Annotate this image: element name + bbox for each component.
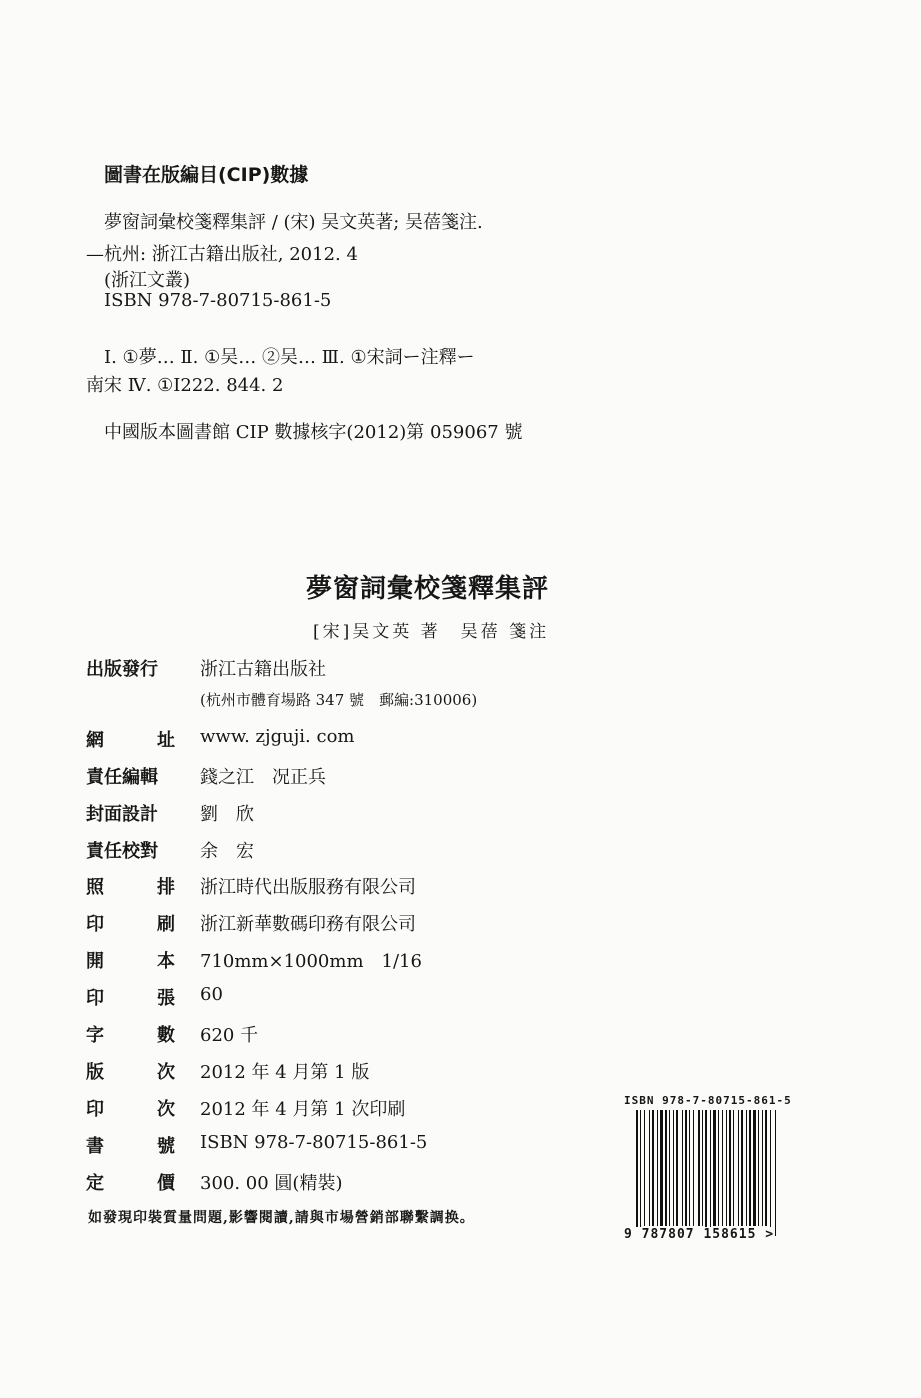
- label-printing: [86, 910, 175, 936]
- label-typesetting-text: 照 排: [86, 877, 175, 898]
- isbn-barcode: [636, 1110, 798, 1236]
- label-proofreader: 責任校對: [86, 841, 158, 862]
- label-format: [86, 947, 175, 973]
- cip-classification-line: Ⅰ. ①夢… Ⅱ. ①吴… ②吴… Ⅲ. ①宋詞ー注釋ー: [104, 347, 475, 368]
- value-book-number: ISBN 978-7-80715-861-5: [200, 1132, 428, 1153]
- value-price: 300. 00 圓(精裝): [200, 1173, 343, 1194]
- value-edition: 2012 年 4 月第 1 版: [200, 1062, 370, 1083]
- label-sheets: [86, 984, 175, 1010]
- label-sheets-text: 印 張: [86, 988, 175, 1009]
- cip-publisher-line: —杭州: 浙江古籍出版社, 2012. 4: [86, 244, 358, 265]
- value-cover-design: 劉 欣: [200, 804, 254, 825]
- label-publisher: 出版發行: [86, 659, 158, 680]
- label-edition-text: 版 次: [86, 1062, 175, 1083]
- label-impression: [86, 1095, 175, 1121]
- label-edition: [86, 1058, 175, 1084]
- label-book-number-text: 書 號: [86, 1136, 175, 1157]
- book-authors: [宋]吴文英 著 吴蓓 箋注: [313, 622, 550, 642]
- value-sheets: 60: [200, 984, 223, 1005]
- cip-isbn-line: ISBN 978-7-80715-861-5: [104, 290, 332, 311]
- label-book-number: [86, 1132, 175, 1158]
- cip-record-number: 中國版本圖書館 CIP 數據核字(2012)第 059067 號: [104, 422, 523, 443]
- value-proofreader: 余 宏: [200, 841, 254, 862]
- label-word-count-text: 字 數: [86, 1025, 175, 1046]
- value-publisher: 浙江古籍出版社: [200, 659, 326, 680]
- label-format-text: 開 本: [86, 951, 175, 972]
- value-typesetting: 浙江時代出版服務有限公司: [200, 877, 416, 898]
- label-cover-design: 封面設計: [86, 804, 158, 825]
- cip-title-line: 夢窗詞彙校箋釋集評 / (宋) 吴文英著; 吴蓓箋注.: [104, 212, 483, 233]
- value-impression: 2012 年 4 月第 1 次印刷: [200, 1099, 406, 1120]
- label-typesetting: [86, 873, 175, 899]
- value-word-count: 620 千: [200, 1025, 259, 1046]
- value-editor: 錢之江 况正兵: [200, 767, 326, 788]
- publisher-address: (杭州市體育場路 347 號 郵編:310006): [200, 691, 478, 709]
- quality-notice: 如發現印裝質量問題,影響閱讀,請與市場營銷部聯繫調换。: [88, 1210, 475, 1226]
- cip-heading: 圖書在版編目(CIP)數據: [104, 164, 309, 186]
- label-price: [86, 1169, 175, 1195]
- book-title: 夢窗詞彙校箋釋集評: [306, 574, 550, 604]
- barcode-isbn-text: ISBN 978-7-80715-861-5: [624, 1094, 792, 1107]
- label-printing-text: 印 刷: [86, 914, 175, 935]
- value-website: www. zjguji. com: [200, 726, 355, 747]
- cip-classification-line-2: 南宋 Ⅳ. ①I222. 844. 2: [86, 375, 284, 396]
- cip-series-line: (浙江文叢): [104, 270, 191, 291]
- label-impression-text: 印 次: [86, 1099, 175, 1120]
- value-format: 710mm×1000mm 1/16: [200, 951, 422, 972]
- label-website: [86, 726, 175, 752]
- label-editor: 責任編輯: [86, 767, 158, 788]
- label-word-count: [86, 1021, 175, 1047]
- label-website-text: 網 址: [86, 730, 175, 751]
- label-price-text: 定 價: [86, 1173, 175, 1194]
- barcode-digits: 9 787807 158615 >: [624, 1227, 775, 1242]
- value-printing: 浙江新華數碼印務有限公司: [200, 914, 416, 935]
